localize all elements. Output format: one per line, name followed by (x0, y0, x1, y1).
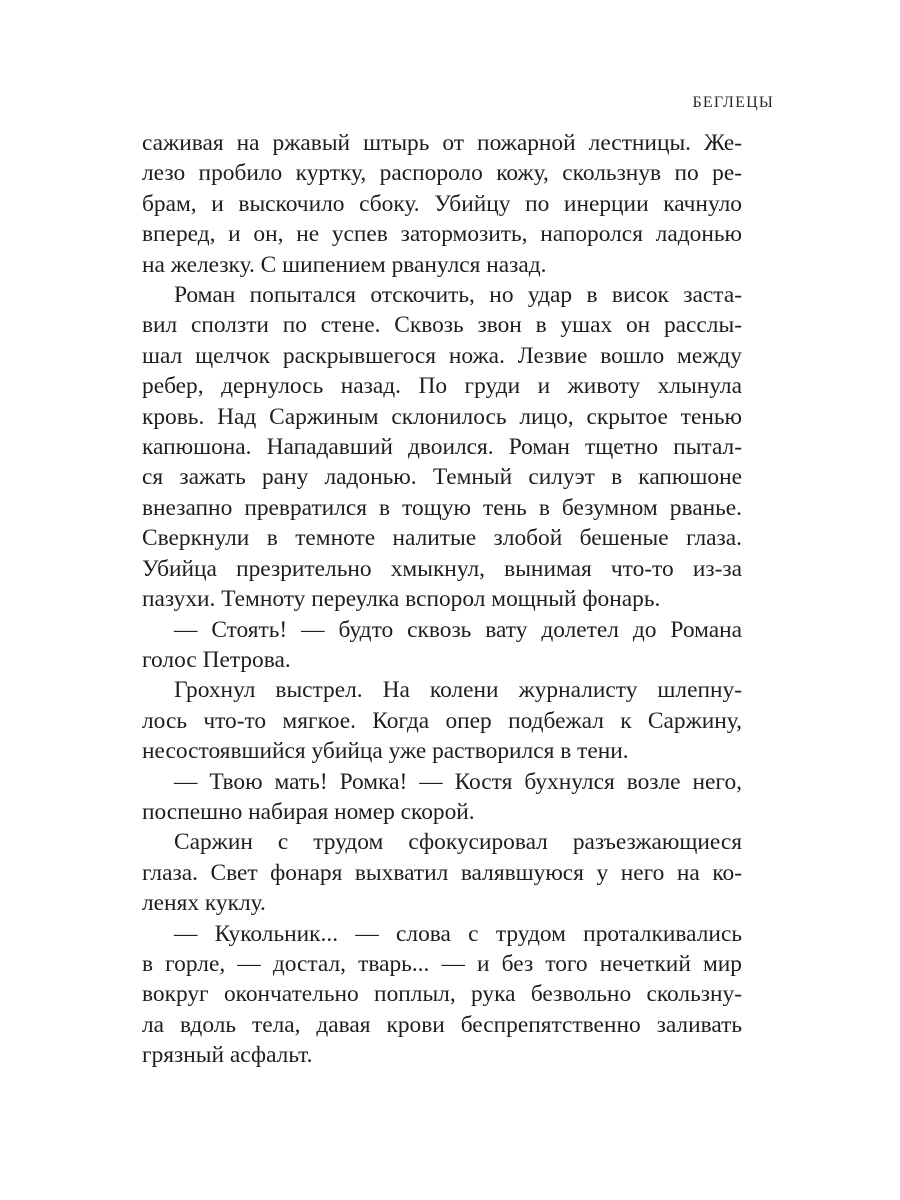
text-line: внезапно превратился в тощую тень в безумном рванье. (142, 494, 742, 521)
text-line: в горле, — достал, тварь... — и без того нечеткий мир (142, 950, 742, 977)
text-line: лось что-то мягкое. Когда опер подбежал к Саржину, (142, 707, 742, 734)
text-line: — Твою мать! Ромка! — Костя бухнулся возле него, (174, 768, 742, 795)
running-head-title: БЕГЛЕЦЫ (692, 94, 774, 111)
text-line: капюшона. Нападавший двоился. Роман тщетно пытал- (142, 434, 742, 461)
text-line: брам, и выскочило сбоку. Убийцу по инерции качнуло (142, 190, 742, 217)
text-line: шал щелчок раскрывшегося ножа. Лезвие вошло между (142, 342, 742, 369)
text-line: Саржин с трудом сфокусировал разъезжающиеся (174, 829, 742, 856)
text-line: грязный асфальт. (142, 1042, 313, 1069)
text-line: голос Петрова. (142, 646, 291, 673)
text-line: Грохнул выстрел. На колени журналисту шлепну- (174, 677, 742, 704)
text-line: Роман попытался отскочить, но удар в висок заста- (174, 282, 742, 309)
text-line: — Кукольник... — слова с трудом проталкивались (174, 920, 742, 947)
text-line: на железку. С шипением рванулся назад. (142, 251, 547, 278)
text-line: несостоявшийся убийца уже растворился в тени. (142, 738, 629, 765)
text-line: ленях куклу. (142, 890, 266, 917)
body-text (142, 128, 742, 1071)
text-line: Убийца презрительно хмыкнул, вынимая что-то из-за (142, 555, 742, 582)
text-line: лезо пробило куртку, распороло кожу, скользнув по ре- (142, 160, 742, 187)
text-line: глаза. Свет фонаря выхватил валявшуюся у него на ко- (142, 859, 742, 886)
text-line: — Стоять! — будто сквозь вату долетел до Романа (174, 616, 742, 643)
text-line: кровь. Над Саржиным склонилось лицо, скрытое тенью (142, 403, 742, 430)
text-line: поспешно набирая номер скорой. (142, 798, 475, 825)
text-line: вил сползти по стене. Сквозь звон в ушах он расслы- (142, 312, 742, 339)
text-line: саживая на ржавый штырь от пожарной лестницы. Же- (142, 130, 742, 156)
text-line: Сверкнули в темноте налитые злобой бешеные глаза. (142, 525, 742, 552)
text-line: ребер, дернулось назад. По груди и животу хлынула (142, 373, 742, 400)
text-line: ся зажать рану ладонью. Темный силуэт в капюшоне (142, 464, 742, 491)
text-line: вперед, и он, не успев затормозить, напоролся ладонью (142, 221, 742, 248)
text-line: вокруг окончательно поплыл, рука безвольно скользну- (142, 981, 742, 1008)
text-line: ла вдоль тела, давая крови беспрепятственно заливать (142, 1011, 742, 1038)
text-line: пазухи. Темноту переулка вспорол мощный фонарь. (142, 586, 661, 613)
